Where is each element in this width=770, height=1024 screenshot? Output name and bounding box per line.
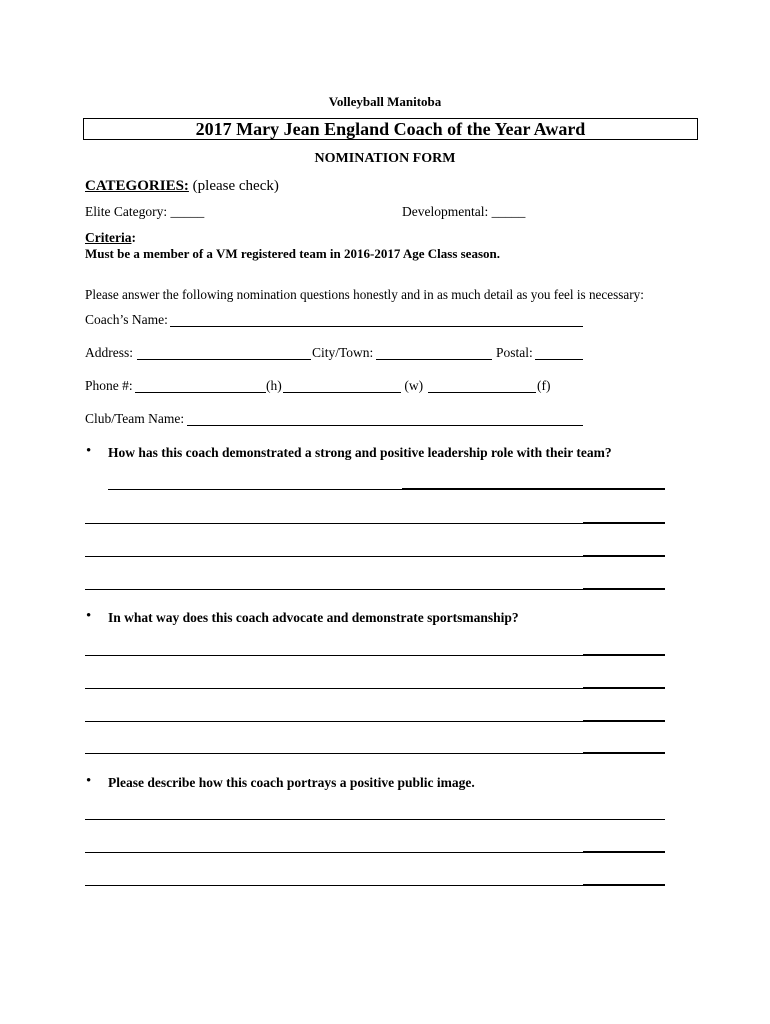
answer-1-line-3b[interactable] [583,555,665,557]
question-3-text: Please describe how this coach portrays a positive public image. [108,775,475,790]
city-label: City/Town: [312,345,374,360]
phone-fax-input-line[interactable] [428,392,536,393]
phone-home-input-line[interactable] [135,392,266,393]
answer-3-line-3a[interactable] [85,885,583,886]
answer-3-line-2a[interactable] [85,852,583,853]
award-title: 2017 Mary Jean England Coach of the Year Award [83,118,698,140]
question-3-bullet: • [86,773,92,789]
instructions-text: Please answer the following nomination questions honestly and in as much detail as you feel is necessary: [85,287,644,302]
answer-3-line-2b[interactable] [583,851,665,853]
phone-work-label: (w) [401,378,427,393]
answer-2-line-1b[interactable] [583,654,665,656]
coach-name-label: Coach’s Name: [85,312,168,327]
question-2-text: In what way does this coach advocate and demonstrate sportsmanship? [108,610,519,625]
phone-home-label: (h) [266,378,282,393]
answer-1-line-2a[interactable] [85,523,583,524]
answer-1-line-3a[interactable] [85,556,583,557]
answer-1-line-1b[interactable] [402,488,665,490]
elite-category-field[interactable]: Elite Category: _____ [85,204,205,219]
categories-row [85,178,279,195]
organization-name: Volleyball Manitoba [328,94,442,109]
postal-label: Postal: [496,345,533,360]
criteria-colon: : [131,230,136,245]
phone-work-input-line[interactable] [283,392,401,393]
answer-2-line-3a[interactable] [85,721,583,722]
postal-input-line[interactable] [535,359,583,360]
answer-1-line-4b[interactable] [583,588,665,590]
answer-2-line-3b[interactable] [583,720,665,722]
phone-label: Phone #: [85,378,133,393]
answer-3-line-1b[interactable] [583,819,665,820]
criteria-label: Criteria [85,230,132,245]
answer-2-line-2b[interactable] [583,687,665,689]
answer-1-line-4a[interactable] [85,589,583,590]
answer-2-line-4b[interactable] [583,752,665,754]
form-name: NOMINATION FORM [314,151,456,166]
criteria-text: Must be a member of a VM registered team in 2016-2017 Age Class season. [85,246,500,261]
club-team-label: Club/Team Name: [85,411,185,426]
address-input-line[interactable] [137,359,311,360]
answer-2-line-1a[interactable] [85,655,583,656]
answer-3-line-1a[interactable] [85,819,583,820]
answer-1-line-1a[interactable] [108,489,402,490]
question-2-bullet: • [86,608,92,624]
developmental-category-field[interactable]: Developmental: _____ [402,204,526,219]
categories-label: CATEGORIES: [85,178,189,194]
criteria-heading [85,230,136,246]
address-label: Address: [85,345,133,360]
phone-fax-label: (f) [537,378,551,393]
city-input-line[interactable] [376,359,492,360]
answer-2-line-2a[interactable] [85,688,583,689]
answer-1-line-2b[interactable] [583,522,665,524]
answer-2-line-4a[interactable] [85,753,583,754]
question-1-text: How has this coach demonstrated a strong and positive leadership role with their team? [108,445,612,460]
coach-name-input-line[interactable] [170,326,583,327]
categories-note: (please check) [192,178,279,194]
club-team-input-line[interactable] [187,425,583,426]
question-1-bullet: • [86,443,92,459]
answer-3-line-3b[interactable] [583,884,665,886]
